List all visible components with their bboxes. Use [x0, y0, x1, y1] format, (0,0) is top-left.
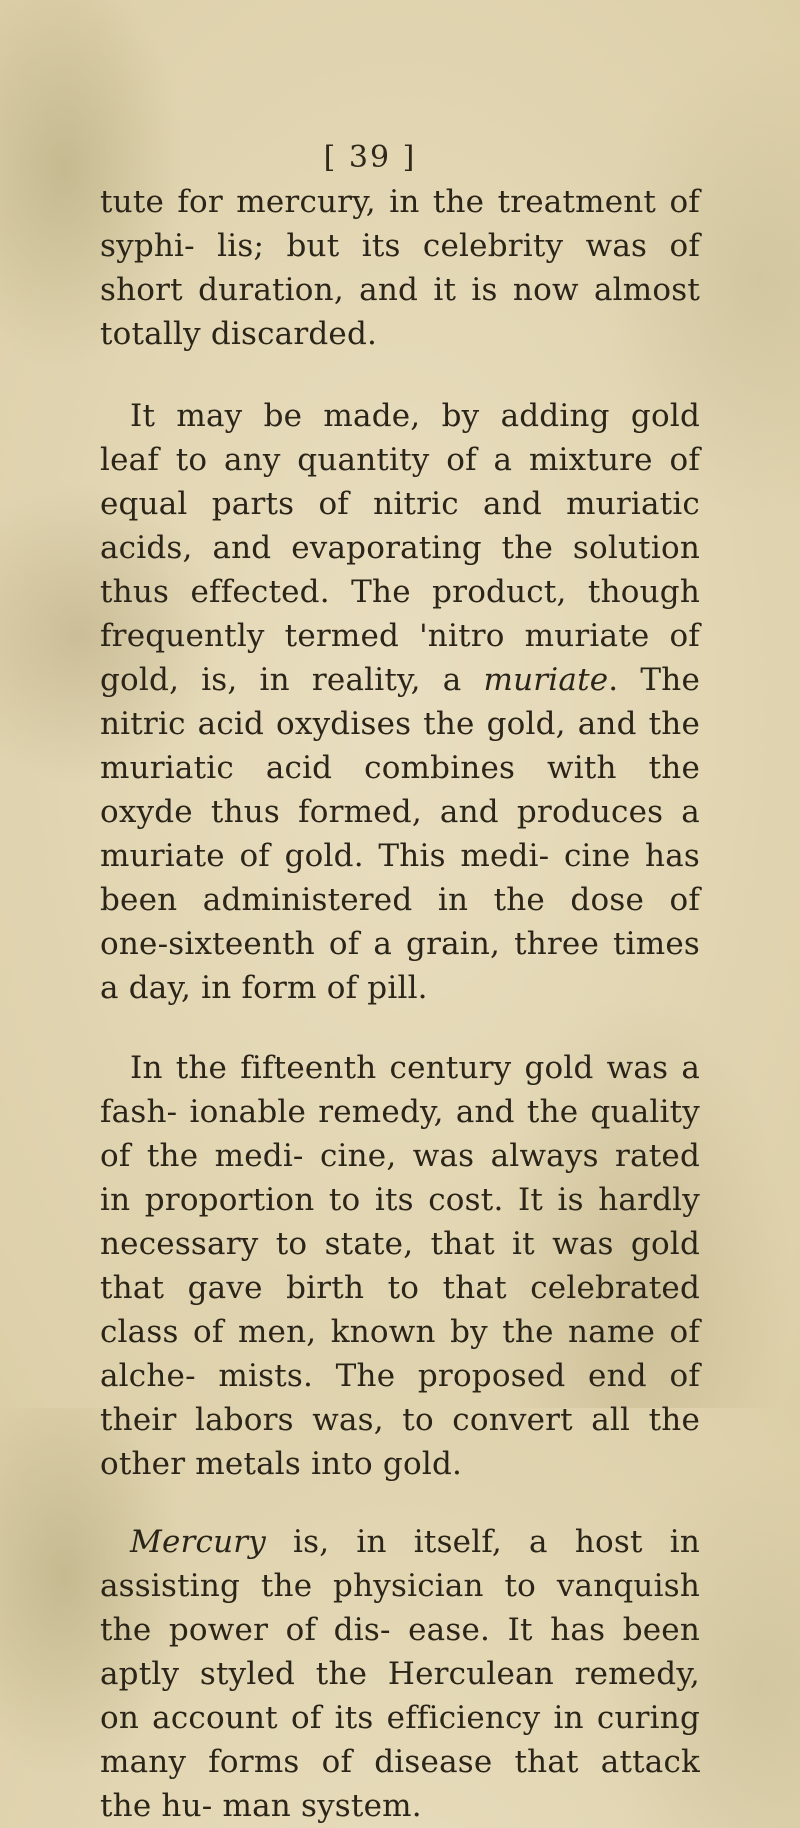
paragraph-4-italic-mercury: Mercury [130, 1524, 266, 1560]
paragraph-2-text-before: It may be made, by adding gold leaf to any quantity of a mixture of equal parts of nitric and muriatic acids, and evaporating the solution thus effected. The product, though frequently termed 'nitro muriate of gold, is, in reality, a [100, 398, 700, 698]
paragraph-4-text-after: is, in itself, a host in assisting the physician to vanquish the power of dis- ease. It has been aptly styled the Herculean remedy, on account of its efficiency in curing many forms of disease that attack the hu- man system. [100, 1524, 700, 1824]
page-number: [ 39 ] [323, 140, 417, 175]
paragraph-1: tute for mercury, in the treatment of syphi- lis; but its celebrity was of short duration, and it is now almost totally discarded. [100, 184, 700, 352]
paragraph-4 [100, 1520, 700, 1828]
paragraph-3: In the fifteenth century gold was a fash- ionable remedy, and the quality of the medi- cine, was always rated in proportion to its cost. It is hardly necessary to state, that it was gold that gave birth to that celebrated class of men, known by the name of alche- mists. The proposed end of their labors was, to convert all the other metals into gold. [100, 1050, 700, 1482]
paragraph-2-text-after: . The nitric acid oxydises the gold, and the muriatic acid combines with the oxyde thus formed, and produces a muriate of gold. This medi- cine has been administered in the dose of one-sixteenth of a grain, three times a day, in form of pill. [100, 662, 700, 1006]
body-text [100, 180, 700, 1828]
paragraph-2-italic-muriate: muriate [483, 662, 609, 698]
paragraph-2 [100, 394, 700, 1010]
